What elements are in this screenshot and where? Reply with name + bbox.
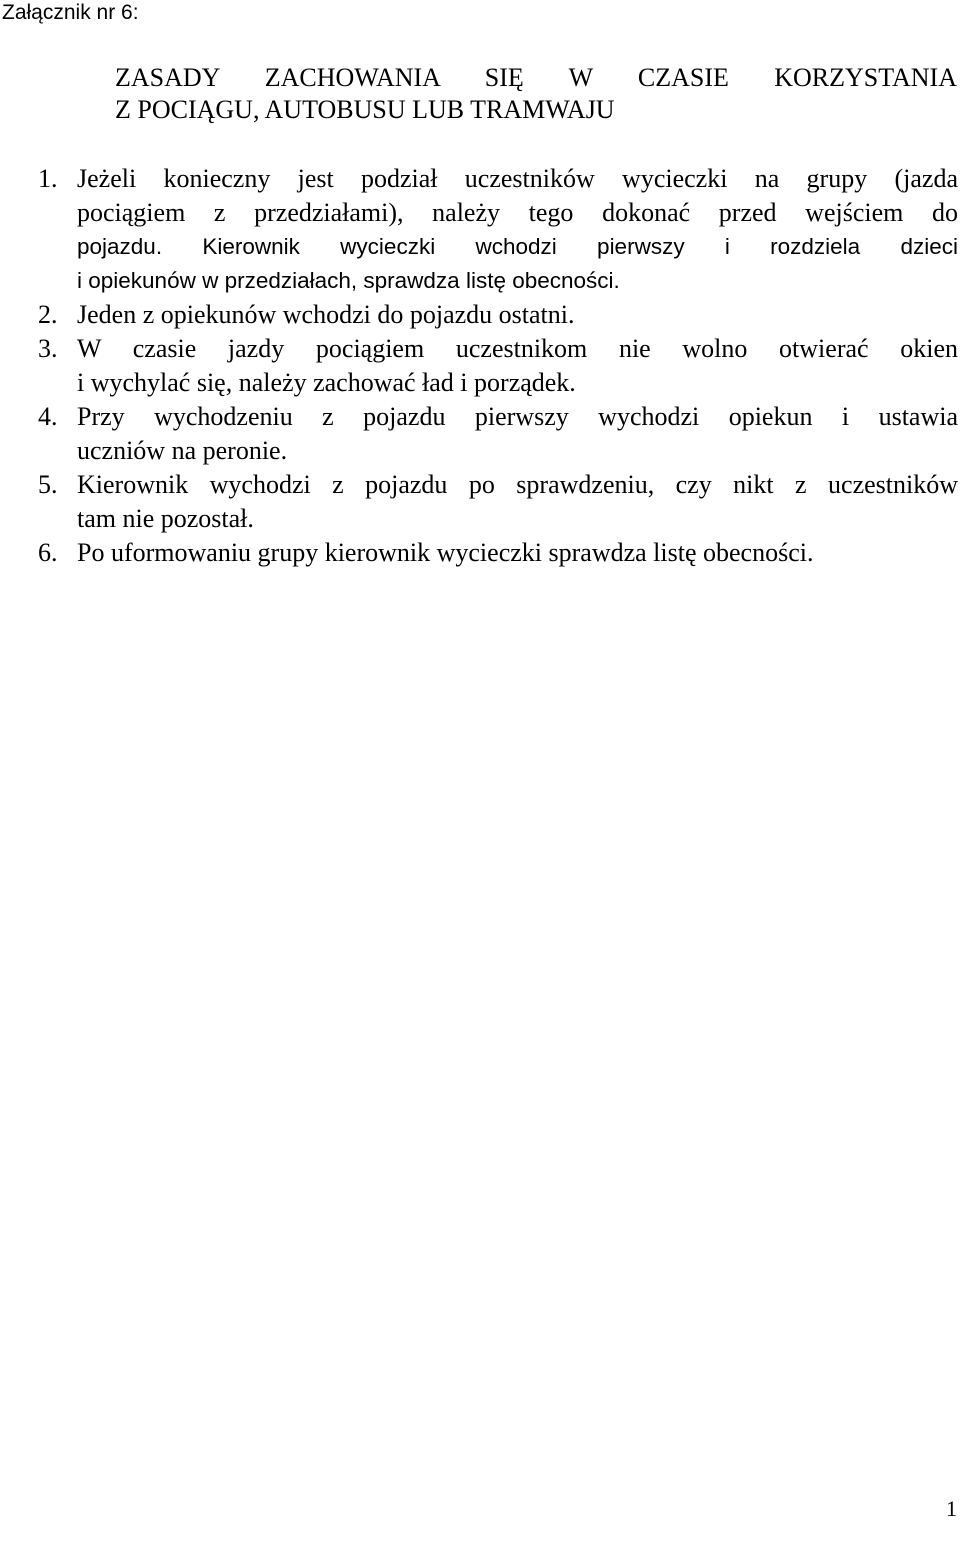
rule-text-line: Po uformowaniu grupy kierownik wycieczki sprawdza listę obecności. [77, 538, 814, 567]
rule-text-line: Kierownik wychodzi z pojazdu po sprawdzeniu, czy nikt z uczestników [77, 470, 958, 499]
rules-list [38, 162, 958, 570]
document-title [115, 62, 957, 126]
rule-item-4 [38, 400, 958, 468]
rule-text-line: Jeżeli konieczny jest podział uczestników wycieczki na grupy (jazda [77, 164, 958, 193]
page-number: 1 [946, 1496, 957, 1521]
rule-number: 5. [38, 470, 58, 499]
rule-number: 6. [38, 538, 58, 567]
rule-text-line: pociągiem z przedziałami), należy tego dokonać przed wejściem do [77, 198, 958, 227]
rule-text-line: Jeden z opiekunów wchodzi do pojazdu ostatni. [77, 300, 575, 329]
rule-item-6 [38, 536, 958, 570]
rule-text-line: Przy wychodzeniu z pojazdu pierwszy wychodzi opiekun i ustawia [77, 402, 958, 431]
rule-text-line: i wychylać się, należy zachować ład i porządek. [77, 368, 576, 397]
rule-number: 1. [38, 164, 58, 193]
rule-text-line: W czasie jazdy pociągiem uczestnikom nie wolno otwierać okien [77, 334, 958, 363]
attachment-label: Załącznik nr 6: [2, 1, 139, 24]
rule-text-line: pojazdu. Kierownik wycieczki wchodzi pierwszy i rozdziela dzieci [77, 234, 958, 259]
rule-item-5 [38, 468, 958, 536]
rule-number: 3. [38, 334, 58, 363]
rule-item-1 [38, 162, 958, 298]
rule-text-line: i opiekunów w przedziałach, sprawdza listę obecności. [77, 268, 620, 293]
rule-item-3 [38, 332, 958, 400]
rule-number: 2. [38, 300, 58, 329]
title-line-2: Z POCIĄGU, AUTOBUSU LUB TRAMWAJU [115, 95, 615, 124]
rule-text-line: uczniów na peronie. [77, 436, 288, 465]
rule-item-2 [38, 298, 958, 332]
rule-number: 4. [38, 402, 58, 431]
title-line-1: ZASADY ZACHOWANIA SIĘ W CZASIE KORZYSTANIA [115, 63, 957, 92]
rule-text-line: tam nie pozostał. [77, 504, 254, 533]
